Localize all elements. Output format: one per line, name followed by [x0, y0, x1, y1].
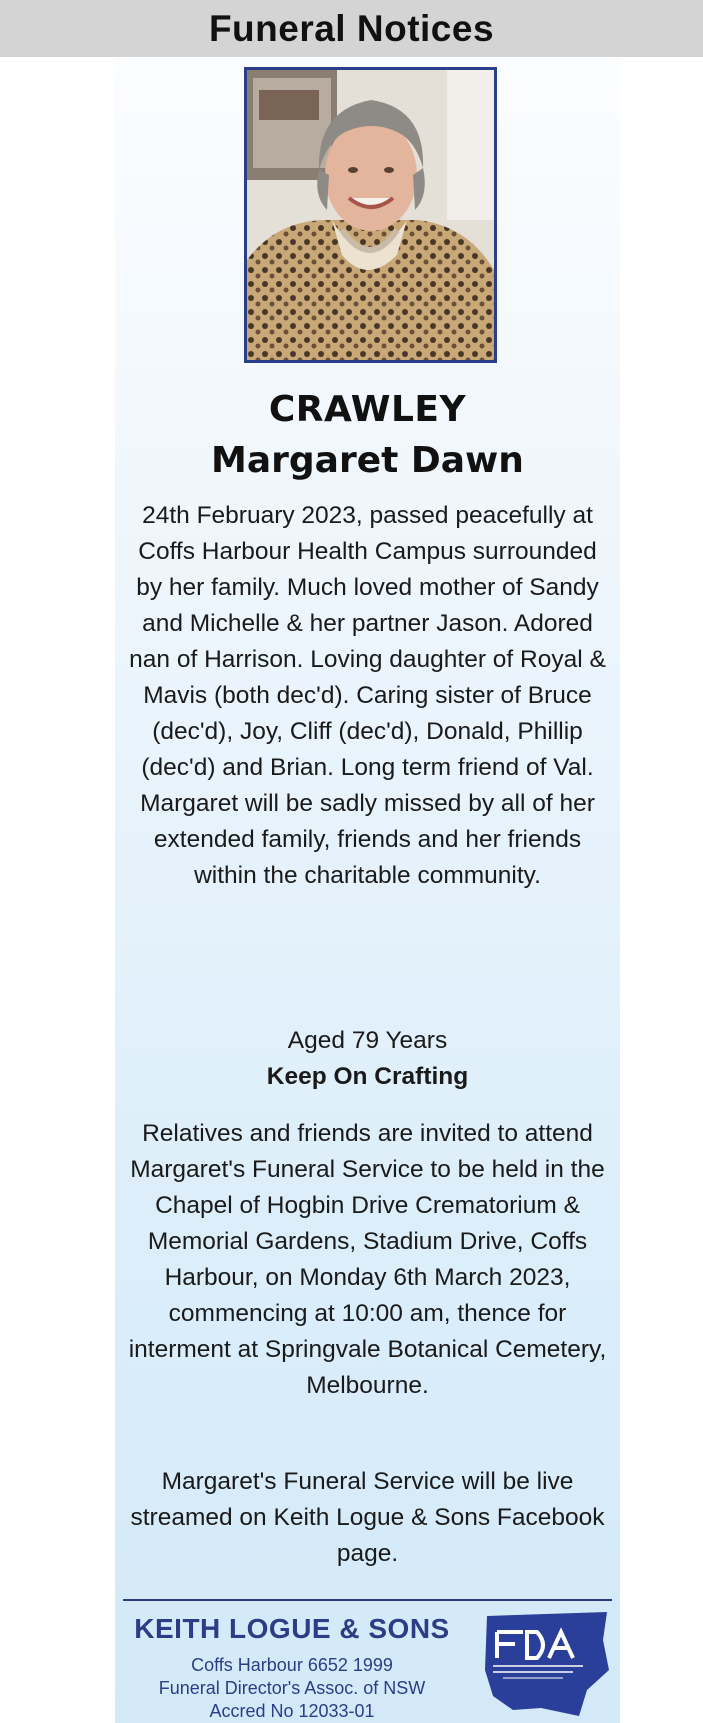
funeral-director-association: Funeral Director's Assoc. of NSW [158, 1678, 426, 1698]
page-title: Funeral Notices [208, 7, 495, 49]
notice-paragraph-livestream: Margaret's Funeral Service will be live streamed on Keith Logue & Sons Facebook page. [130, 1468, 605, 1567]
fda-nsw-logo-icon [483, 1610, 611, 1718]
funeral-director-accreditation: Accred No 12033-01 [209, 1701, 375, 1721]
header-bar [0, 0, 703, 57]
portrait-photo [244, 67, 497, 363]
notice-paragraph-service: Relatives and friends are invited to attend Margaret's Funeral Service to be held in the Chapel of Hogbin Drive Crematorium & Memorial Gardens, Stadium Drive, Coffs Harbour, on Monday 6th March 2023, commencing at 10:00 am, thence for interment at Springvale Botanical Cemetery, Melbourne. [128, 1120, 607, 1399]
motto-line: Keep On Crafting [266, 1063, 469, 1090]
deceased-surname: CRAWLEY [268, 389, 467, 430]
age-line: Aged 79 Years [287, 1027, 448, 1054]
footer-divider [123, 1599, 612, 1601]
deceased-given-names: Margaret Dawn [211, 440, 524, 481]
fda-nsw-logo [483, 1610, 611, 1718]
funeral-notice [115, 57, 620, 1723]
portrait-image [247, 70, 494, 360]
funeral-director-name: KEITH LOGUE & SONS [134, 1613, 450, 1644]
notice-paragraph-death: 24th February 2023, passed peacefully at Coffs Harbour Health Campus surrounded by her family. Much loved mother of Sandy and Michelle & her partner Jason. Adored nan of Harrison. Loving daughter of Royal & Mavis (both dec'd). Caring sister of Bruce (dec'd), Joy, Cliff (dec'd), Donald, Phillip (dec'd) and Brian. Long term friend of Val. Margaret will be sadly missed by all of her extended family, friends and her friends within the charitable community. [129, 502, 606, 889]
funeral-director-phone: Coffs Harbour 6652 1999 [191, 1655, 393, 1675]
